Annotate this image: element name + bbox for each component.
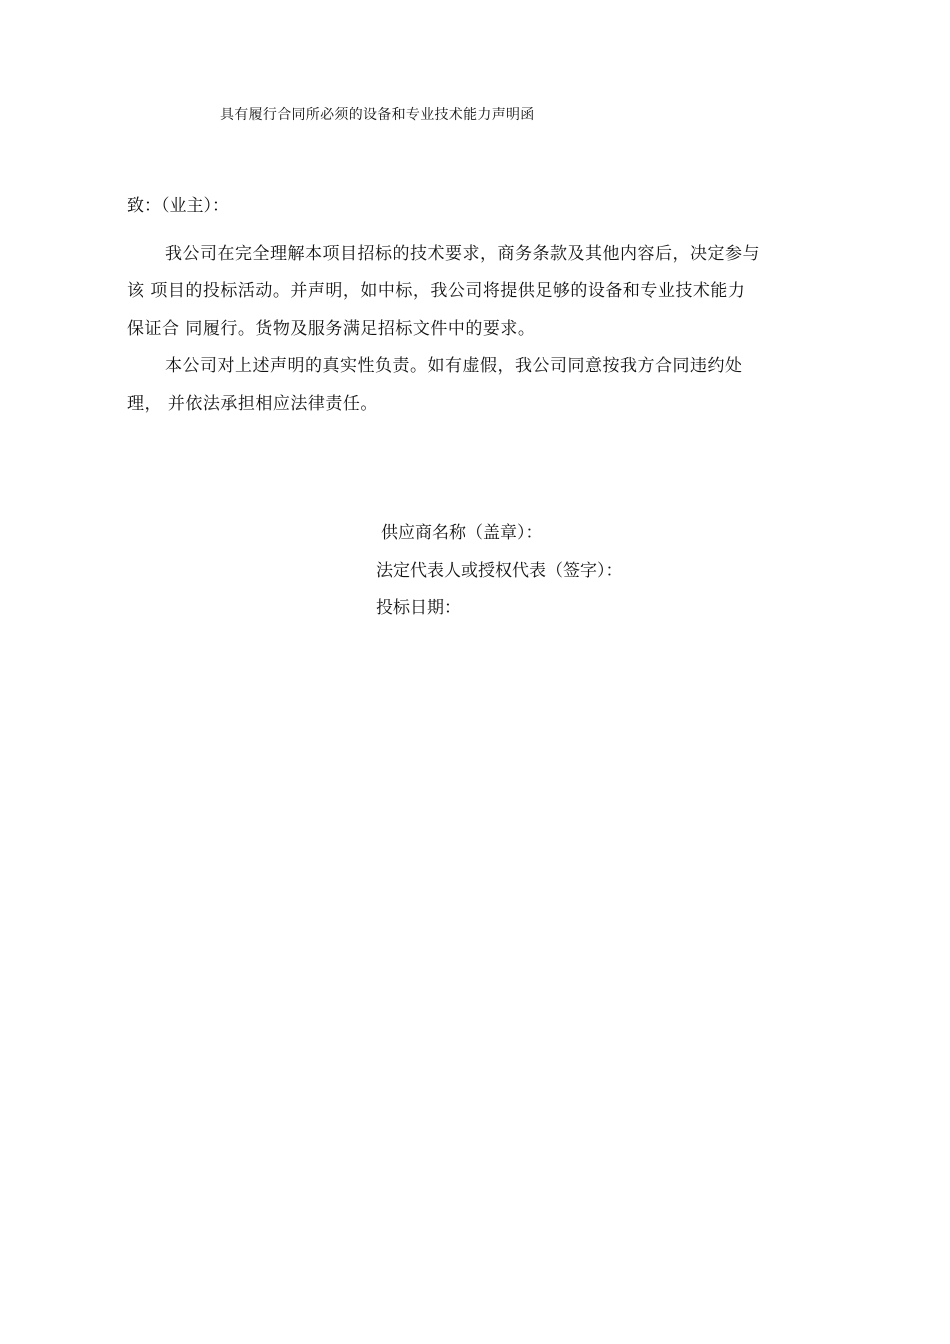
salutation: 致：（业主）： bbox=[127, 196, 229, 216]
body-line-3: 保证合 同履行。货物及服务满足招标文件中的要求。 bbox=[127, 319, 536, 339]
supplier-name-label: 供应商名称（盖章）： bbox=[381, 523, 543, 543]
body-line-2: 该 项目的投标活动。并声明，如中标，我公司将提供足够的设备和专业技术能力 bbox=[127, 281, 746, 301]
legal-rep-label: 法定代表人或授权代表（签字）： bbox=[376, 561, 623, 581]
body-line-5: 理， 并依法承担相应法律责任。 bbox=[127, 394, 378, 414]
document-title: 具有履行合同所必须的设备和专业技术能力声明函 bbox=[220, 107, 535, 123]
bid-date-label: 投标日期： bbox=[376, 598, 461, 618]
body-line-1: 我公司在完全理解本项目招标的技术要求，商务条款及其他内容后，决定参与 bbox=[165, 244, 760, 264]
body-line-4: 本公司对上述声明的真实性负责。如有虚假，我公司同意按我方合同违约处 bbox=[165, 356, 743, 376]
